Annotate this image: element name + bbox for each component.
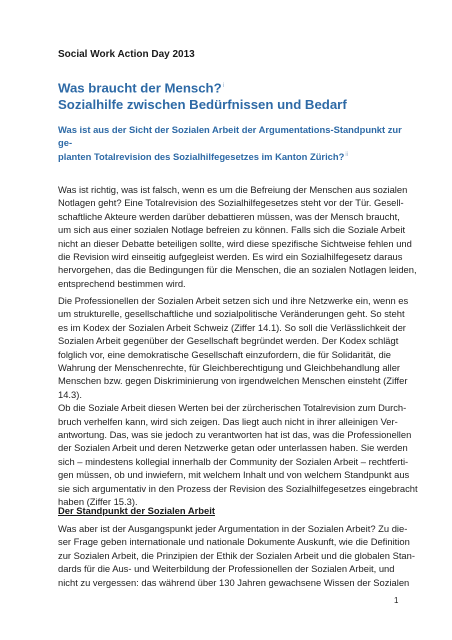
- text-line: Was aber ist der Ausgangspunkt jeder Argumentation in der Sozialen Arbeit? Zu die-: [58, 523, 408, 534]
- text-line: entsprechend bestimmen wird.: [58, 277, 186, 289]
- text-line: sich – mindestens kollegial innerhalb der Community der Sozialen Arbeit – rechtferti-: [58, 455, 409, 467]
- text-line: ser Frage geben internationale und nationale Dokumente Auskunft, wie die Definition: [58, 536, 410, 548]
- title-line-2: Sozialhilfe zwischen Bedürfnissen und Bedarf: [58, 97, 347, 113]
- text-line: folglich vor, eine demokratische Gesellschaft einzufordern, die für Solidarität, die: [58, 348, 391, 360]
- title-footnote-marker[interactable]: i: [222, 83, 224, 89]
- text-line: Wahrung der Menschenrechte, für Gleichberechtigung und Gleichbehandlung aller: [58, 362, 401, 374]
- text-line: Notlagen geht? Eine Totalrevision des Sozialhilfegesetzes steht vor der Tür. Gesell-: [58, 197, 404, 209]
- title-line-1: [58, 78, 408, 96]
- lead-footnote-marker[interactable]: ii: [345, 152, 349, 158]
- text-line: bruch verhelfen kann, wird sich zeigen. Das liegt auch nicht in ihrer alleinigen Ver-: [58, 415, 398, 427]
- title-main-text: Was braucht der Mensch?: [58, 80, 222, 96]
- paragraph-1: [58, 183, 417, 290]
- section-heading: Der Standpunkt der Sozialen Arbeit: [58, 505, 215, 516]
- lead-line-2-text: planten Totalrevision des Sozialhilfegesetzes im Kanton Zürich?: [58, 151, 345, 163]
- lead-line-1: Was ist aus der Sicht der Sozialen Arbeit der Argumentations-Standpunkt zur ge-: [58, 124, 402, 148]
- text-line: Ob die Soziale Arbeit diesen Werten bei der zürcherischen Totalrevision zum Durch-: [58, 402, 407, 414]
- text-line: antwortung. Das, was sie jedoch zu verantworten hat ist das, was die Professionellen: [58, 429, 412, 441]
- text-line: zur Sozialen Arbeit, die Prinzipien der Ethik der Sozialen Arbeit und die globalen Stan-: [58, 549, 415, 561]
- lead-question: [58, 123, 404, 163]
- text-line: dards für die Aus- und Weiterbildung der Professionellen der Sozialen Arbeit, und: [58, 563, 395, 575]
- text-line: nicht zu vergessen: das während über 130 Jahren gewachsene Wissen der Sozialen: [58, 576, 410, 588]
- text-line: sie sich argumentativ in den Prozess der Revision des Sozialhilfegesetzes eingebracht: [58, 482, 418, 494]
- text-line: Sozialen Arbeit gegenüber der Gesellschaft begründet werden. Der Kodex schlägt: [58, 335, 399, 347]
- text-line: hervorgehen, das die Bedingungen für die Menschen, die an sozialen Notlagen leiden,: [58, 264, 417, 276]
- paragraph-2: [58, 294, 418, 509]
- text-line: um sich aus einer sozialen Notlage befreien zu können. Falls sich die Soziale Arbeit: [58, 224, 406, 236]
- text-line: um strukturelle, gesellschaftliche und sozialpolitische Veränderungen geht. So steht: [58, 308, 405, 320]
- lead-line-2: [58, 149, 404, 163]
- text-line: 14.3).: [58, 388, 82, 400]
- text-line: nicht an dieser Debatte beteiligen sollte, wird diese spezifische Sichtweise fehlen und: [58, 237, 412, 249]
- event-label: Social Work Action Day 2013: [58, 49, 195, 60]
- text-line: gen müssen, ob und inwiefern, mit welchem Inhalt und von welchem Standpunkt aus: [58, 469, 410, 481]
- text-line: schaftliche Akteure werden darüber debattieren müssen, was der Mensch braucht,: [58, 210, 400, 222]
- text-line: Die Professionellen der Sozialen Arbeit setzen sich und ihre Netzwerke ein, wenn es: [58, 295, 409, 306]
- text-line: haben (Ziffer 15.3).: [58, 496, 138, 508]
- text-line: der Sozialen Arbeit und deren Netzwerke getan oder unterlassen haben. Sie werden: [58, 442, 408, 454]
- text-line: es im Kodex der Sozialen Arbeit Schweiz (Ziffer 14.1). So soll die Verlässlichkeit der: [58, 321, 406, 333]
- text-line: Menschen bzw. gegen Diskriminierung von irgendwelchen Menschen einsteht (Ziffer: [58, 375, 408, 387]
- document-title: [58, 78, 408, 113]
- paragraph-3: [58, 522, 415, 589]
- page-number: 1: [394, 596, 399, 605]
- text-line: die Revision wird einseitig aufgegleist werden. Es wird ein Sozialhilfegesetz daraus: [58, 251, 403, 263]
- text-line: Was ist richtig, was ist falsch, wenn es um die Befreiung der Menschen aus sozialen: [58, 184, 408, 195]
